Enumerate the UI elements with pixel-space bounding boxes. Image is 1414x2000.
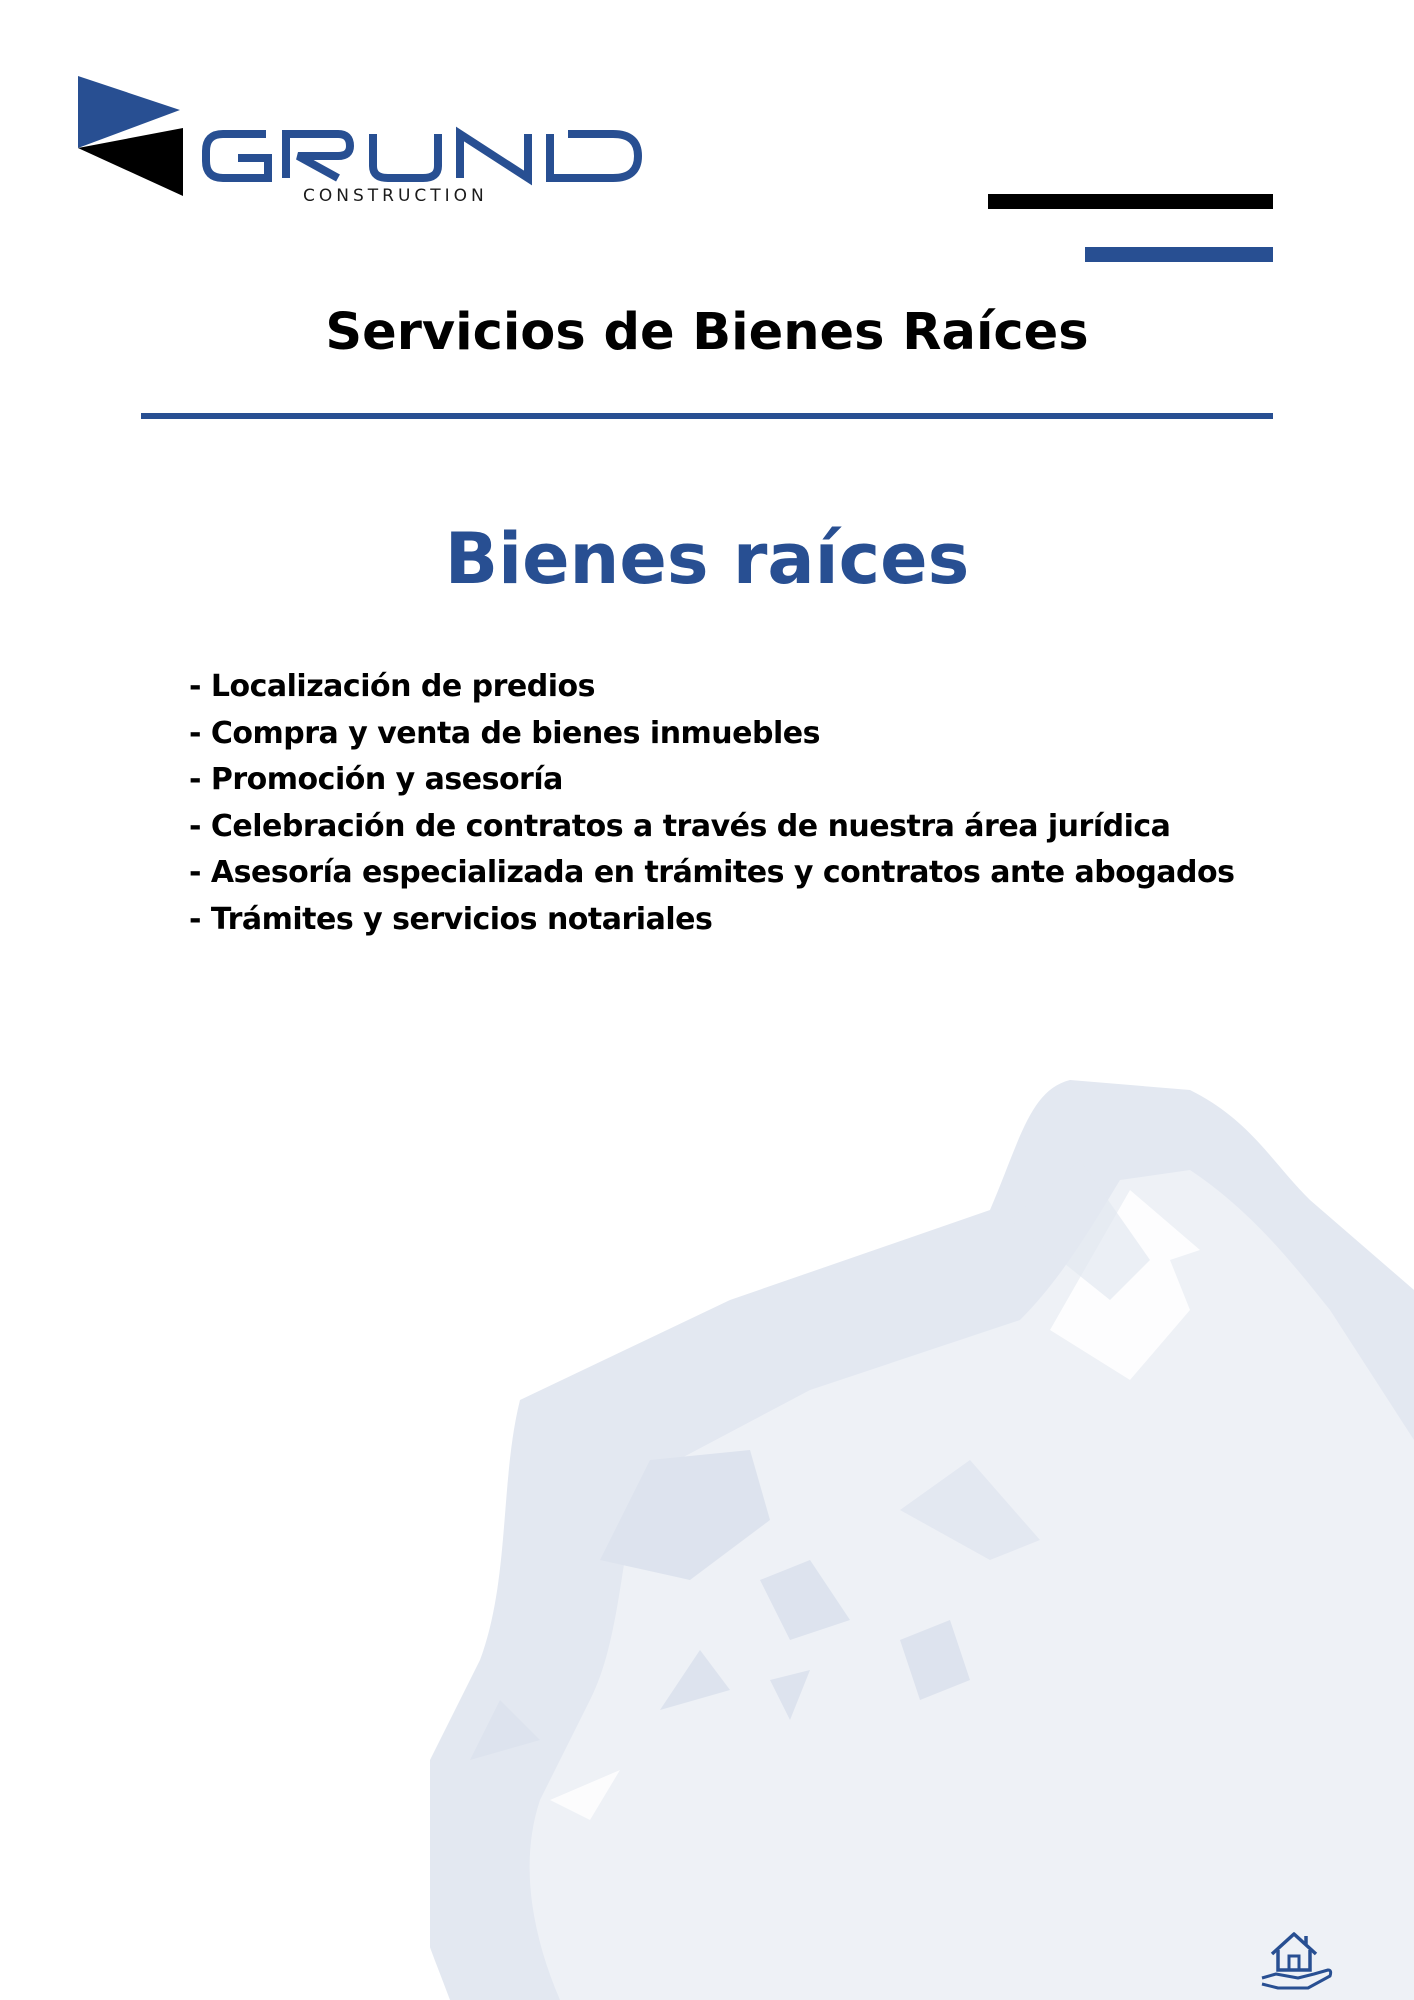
section-heading: Bienes raíces [444,518,970,600]
logo-wordmark-graphic [198,106,698,196]
list-item: - Compra y venta de bienes inmuebles [189,715,820,751]
title-divider [141,413,1273,419]
home-hand-icon [1258,1924,1336,1994]
services-list [189,664,1234,943]
page-title: Servicios de Bienes Raíces [325,303,1089,362]
list-item: - Asesoría especializada en trámites y contratos ante abogados [189,855,1235,890]
logo-triangle-mark [78,76,188,201]
list-item: - Promoción y asesoría [189,762,563,797]
grund-logo [78,76,638,211]
decorative-black-bar [988,194,1273,209]
list-item: - Localización de predios [189,669,596,704]
decorative-blue-bar [1085,247,1273,262]
background-watermark-illustration [430,1060,1414,2000]
list-item: - Celebración de contratos a través de nuestra área jurídica [189,808,1171,844]
list-item: - Trámites y servicios notariales [189,901,713,937]
logo-tagline: CONSTRUCTION [303,186,488,206]
